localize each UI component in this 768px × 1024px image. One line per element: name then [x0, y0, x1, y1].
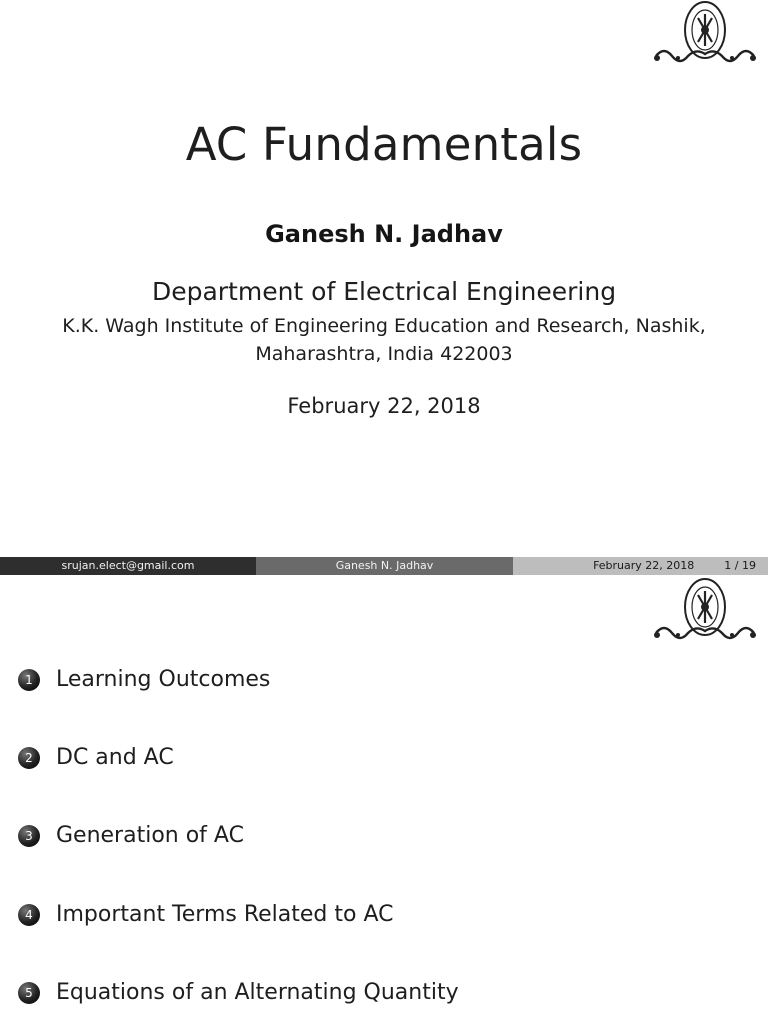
toc-item-label: Important Terms Related to AC — [56, 902, 394, 927]
toc-item-label: Learning Outcomes — [56, 667, 271, 692]
toc-number-badge: 5 — [18, 982, 40, 1004]
toc-item[interactable] — [18, 745, 174, 770]
outline-slide — [0, 575, 768, 1024]
toc-number-badge: 3 — [18, 825, 40, 847]
institute-address — [40, 312, 728, 368]
toc-item[interactable] — [18, 823, 244, 848]
footer-date: February 22, 2018 — [593, 559, 695, 572]
institute-line-2: Maharashtra, India 422003 — [255, 343, 513, 365]
toc-item[interactable] — [18, 902, 394, 927]
toc-item[interactable] — [18, 980, 459, 1005]
slide-footer — [0, 557, 768, 575]
toc-item-label: Equations of an Alternating Quantity — [56, 980, 459, 1005]
presentation-date: February 22, 2018 — [287, 394, 481, 418]
toc-number-badge: 2 — [18, 747, 40, 769]
toc-item-label: Generation of AC — [56, 823, 244, 848]
presentation-title: AC Fundamentals — [185, 118, 583, 171]
toc-item[interactable] — [18, 667, 270, 692]
toc-item-label: DC and AC — [56, 745, 174, 770]
institute-logo — [648, 0, 762, 66]
author-name: Ganesh N. Jadhav — [265, 220, 503, 248]
institute-line-1: K.K. Wagh Institute of Engineering Education and Research, Nashik, — [62, 315, 706, 337]
department-name: Department of Electrical Engineering — [151, 277, 617, 306]
footer-page-number: 1 / 19 — [724, 559, 756, 572]
toc-number-badge: 1 — [18, 669, 40, 691]
footer-author: Ganesh N. Jadhav — [256, 557, 513, 575]
footer-email: srujan.elect@gmail.com — [0, 557, 256, 575]
toc-number-badge: 4 — [18, 904, 40, 926]
institute-logo — [648, 577, 762, 643]
footer-meta — [513, 557, 768, 575]
